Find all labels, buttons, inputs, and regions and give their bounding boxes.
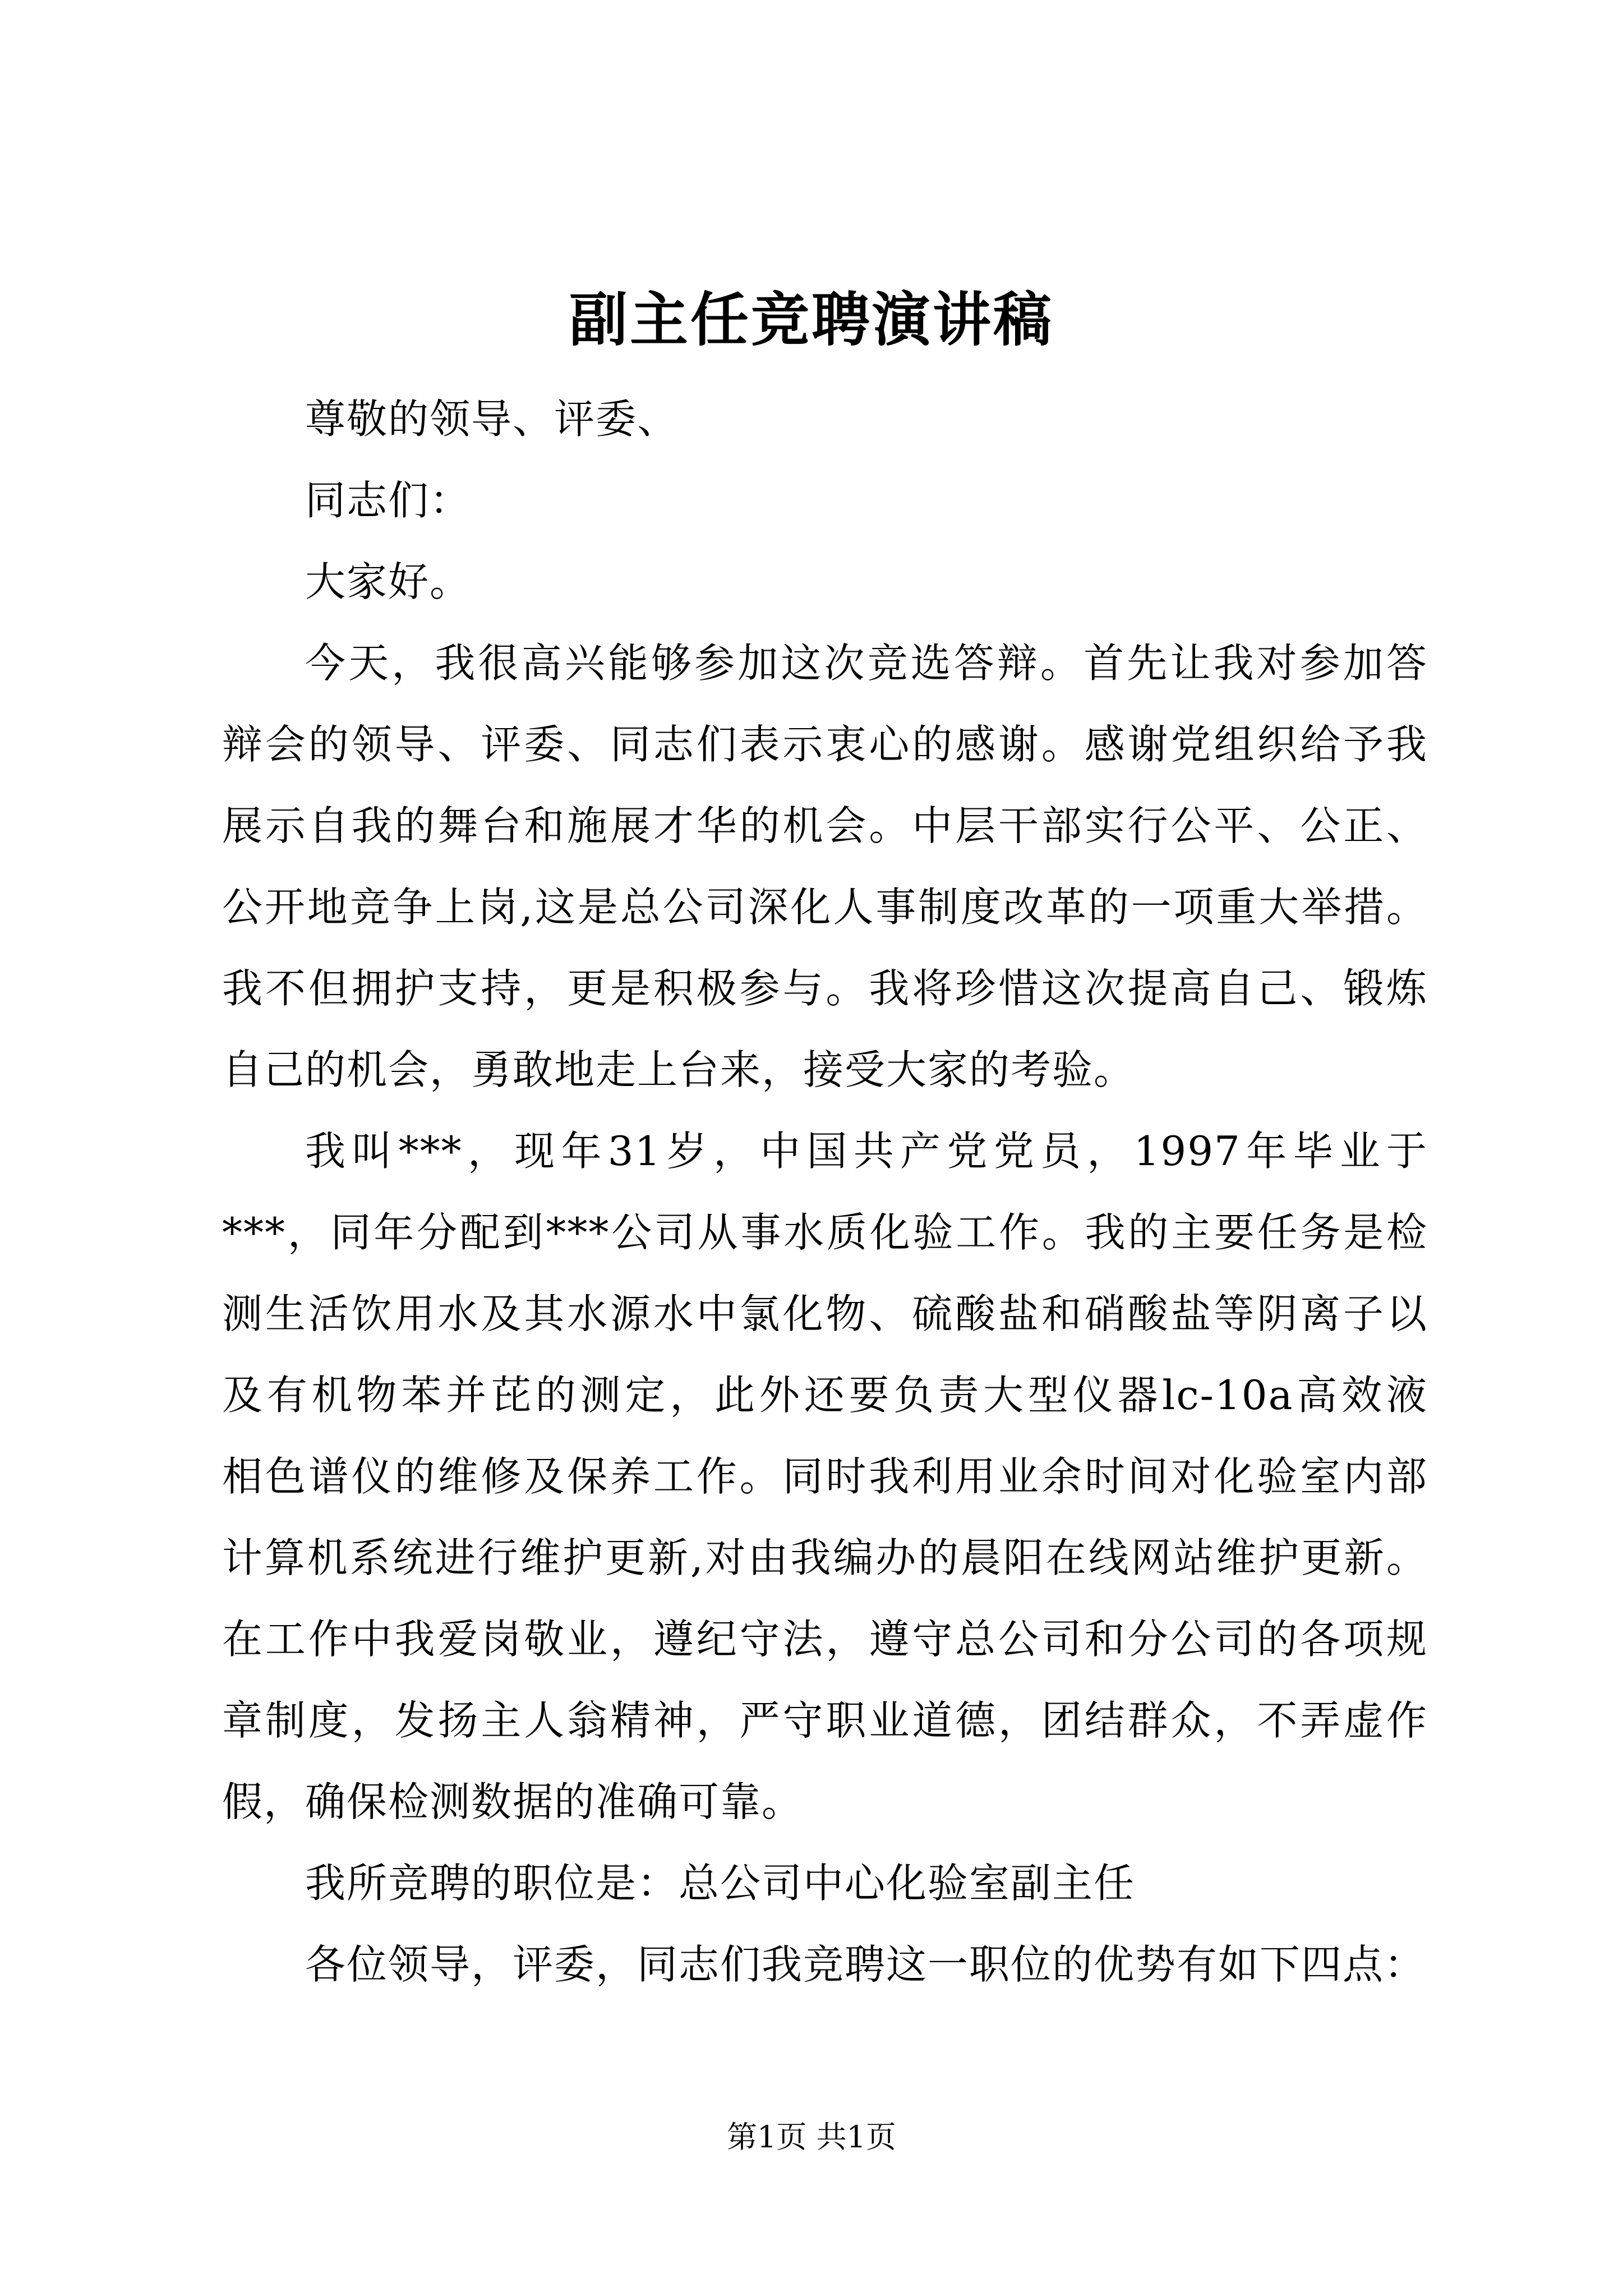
paragraph-line: 辩会的领导、评委、同志们表示衷心的感谢。感谢党组织给予我 bbox=[222, 721, 1428, 768]
paragraph-line: 假，确保检测数据的准确可靠。 bbox=[222, 1778, 804, 1825]
paragraph-line: 我不但拥护支持，更是积极参与。我将珍惜这次提高自己、锻炼 bbox=[222, 965, 1428, 1012]
paragraph-line: 展示自我的舞台和施展才华的机会。中层干部实行公平、公正、 bbox=[222, 802, 1428, 849]
paragraph-line: ***，同年分配到***公司从事水质化验工作。我的主要任务是检 bbox=[222, 1209, 1428, 1256]
salutation-line: 尊敬的领导、评委、 bbox=[305, 395, 679, 443]
paragraph-line: 计算机系统进行维护更新,对由我编办的晨阳在线网站维护更新。 bbox=[222, 1534, 1428, 1581]
paragraph-line: 测生活饮用水及其水源水中氯化物、硫酸盐和硝酸盐等阴离子以 bbox=[222, 1290, 1428, 1337]
paragraph-line: 章制度，发扬主人翁精神，严守职业道德，团结群众，不弄虚作 bbox=[222, 1697, 1428, 1744]
paragraph-line: 我叫***，现年31岁，中国共产党党员，1997年毕业于 bbox=[305, 1128, 1428, 1175]
paragraph-line: 各位领导，评委，同志们我竞聘这一职位的优势有如下四点： bbox=[305, 1941, 1426, 1988]
paragraph-line: 相色谱仪的维修及保养工作。同时我利用业余时间对化验室内部 bbox=[222, 1453, 1428, 1500]
paragraph-line: 公开地竞争上岗,这是总公司深化人事制度改革的一项重大举措。 bbox=[222, 884, 1428, 931]
paragraph-line: 我所竞聘的职位是：总公司中心化验室副主任 bbox=[305, 1860, 1136, 1907]
document-title: 副主任竞聘演讲稿 bbox=[569, 285, 1054, 354]
document-body bbox=[222, 379, 1428, 2005]
paragraph-line: 今天，我很高兴能够参加这次竞选答辩。首先让我对参加答 bbox=[305, 639, 1428, 687]
paragraph-line: 自己的机会，勇敢地走上台来，接受大家的考验。 bbox=[222, 1046, 1136, 1093]
salutation-line: 同志们： bbox=[305, 477, 472, 524]
greeting-line: 大家好。 bbox=[305, 558, 472, 605]
paragraph-line: 在工作中我爱岗敬业，遵纪守法，遵守总公司和分公司的各项规 bbox=[222, 1616, 1428, 1663]
page-footer: 第1页 共1页 bbox=[727, 2119, 896, 2155]
paragraph-line: 及有机物苯并芘的测定，此外还要负责大型仪器lc-10a高效液 bbox=[222, 1372, 1428, 1419]
